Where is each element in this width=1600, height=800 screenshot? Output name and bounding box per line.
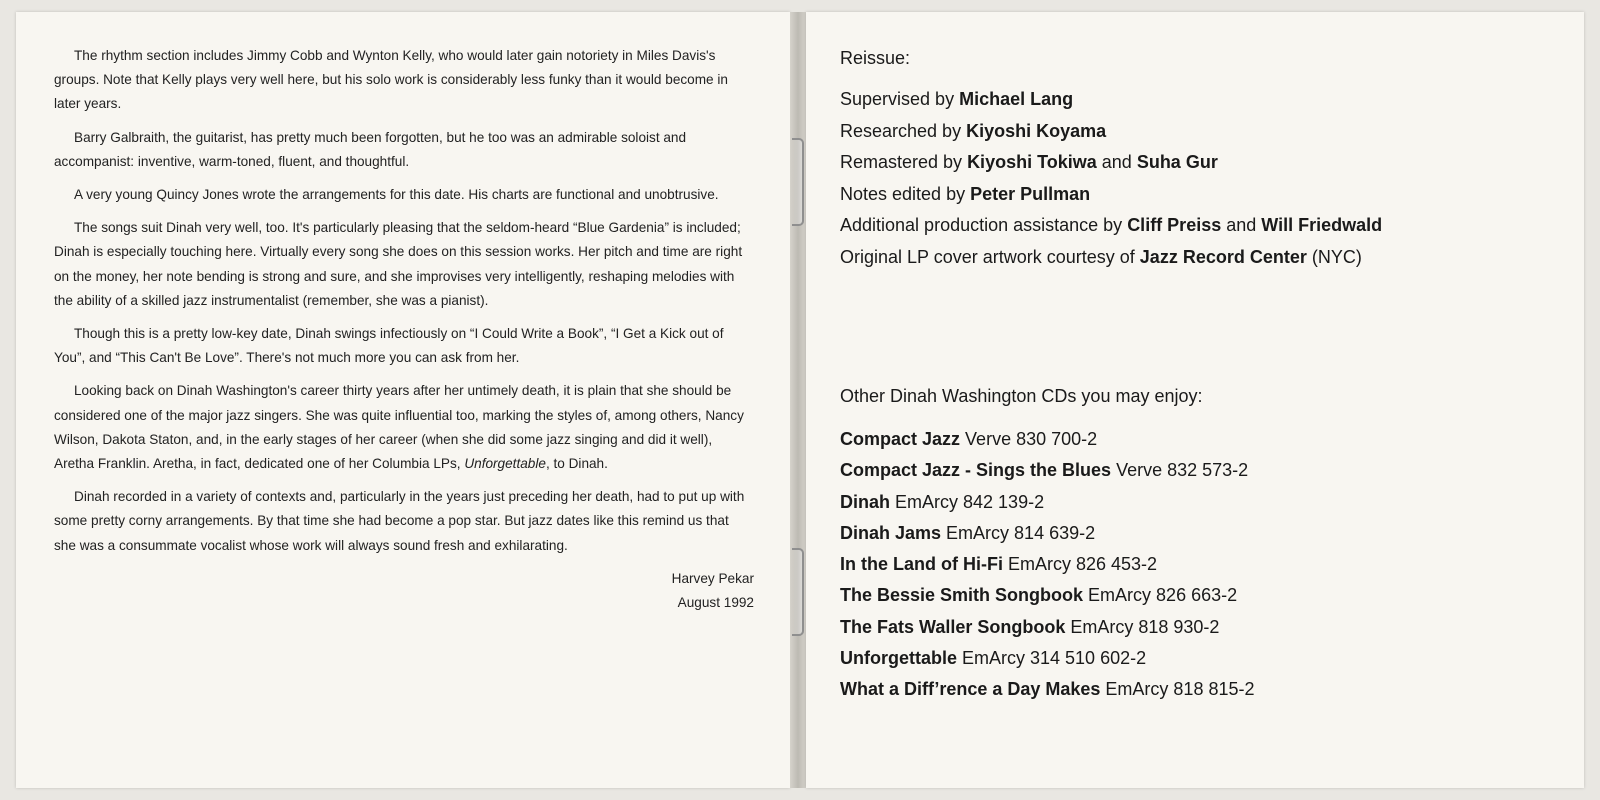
album-title-unforgettable: Unforgettable <box>464 456 546 472</box>
cd-item: What a Diff’rence a Day Makes EmArcy 818 815-2 <box>840 679 1255 700</box>
left-page <box>16 12 790 788</box>
liner-notes <box>54 44 754 615</box>
booklet-gutter <box>790 12 806 788</box>
reissue-heading: Reissue: <box>840 48 911 68</box>
other-cds-list <box>840 424 1255 706</box>
other-cds-heading: Other Dinah Washington CDs you may enjoy: <box>840 386 1203 406</box>
paragraph-looking-back-text: Looking back on Dinah Washington's career thirty years after her untimely death, it is plain that she should be considered one of the major jazz singers. She was quite influential too, marking the styles of, among others, Nancy Wilson, Dakota Staton, and, in the early stages of her career (when she did some jazz singing and did it well), Aretha Franklin. Aretha, in fact, dedicated one of her Columbia LPs, <box>54 383 744 472</box>
author-date: August 1992 <box>677 595 754 611</box>
staple-top <box>792 138 804 226</box>
paragraph-looking-back <box>54 379 754 476</box>
credit-line: Researched by Kiyoshi Koyama <box>840 120 1107 141</box>
credit-line: Original LP cover artwork courtesy of Jazz Record Center (NYC) <box>840 246 1362 267</box>
paragraph-songs: The songs suit Dinah very well, too. It's particularly pleasing that the seldom-heard “Blue Gardenia” is included; Dinah is especially touching here. Virtually every song she does on this session works. Her pitch and time are right on the money, her note bending is strong and sure, and she improvises very intelligently, reshaping melodies with the ability of a skilled jazz instrumentalist (remember, she was a pianist). <box>54 220 743 308</box>
author-name: Harvey Pekar <box>671 570 754 586</box>
cd-item: Compact Jazz - Sings the Blues Verve 832 573-2 <box>840 460 1249 481</box>
paragraph-contexts: Dinah recorded in a variety of contexts and, particularly in the years just preceding her death, had to put up with some pretty corny arrangements. By that time she had become a pop star. But jazz dates like this remind us that she was a consummate vocalist whose work will always sound fresh and exhilarating. <box>54 489 745 553</box>
credit-line: Additional production assistance by Cliff Preiss and Will Friedwald <box>840 215 1383 235</box>
reissue-credits <box>840 46 1560 273</box>
cd-item: The Bessie Smith Songbook EmArcy 826 663-2 <box>840 585 1238 606</box>
cd-item: Dinah EmArcy 842 139-2 <box>840 491 1045 512</box>
credit-line: Notes edited by Peter Pullman <box>840 183 1091 204</box>
paragraph-rhythm-section: The rhythm section includes Jimmy Cobb and Wynton Kelly, who would later gain notoriety in Miles Davis's groups. Note that Kelly plays very well here, but his solo work is considerably less funky than it would become in later years. <box>54 48 728 112</box>
paragraph-quincy-jones: A very young Quincy Jones wrote the arrangements for this date. His charts are functional and unobtrusive. <box>74 187 719 203</box>
cd-item: Compact Jazz Verve 830 700-2 <box>840 429 1098 449</box>
cd-item: Dinah Jams EmArcy 814 639-2 <box>840 522 1096 543</box>
paragraph-galbraith: Barry Galbraith, the guitarist, has pretty much been forgotten, but he too was an admirable soloist and accompanist: inventive, warm-toned, fluent, and thoughtful. <box>54 129 687 169</box>
right-page <box>806 12 1584 788</box>
cd-item: The Fats Waller Songbook EmArcy 818 930-2 <box>840 616 1220 637</box>
paragraph-low-key-date: Though this is a pretty low-key date, Dinah swings infectiously on “I Could Write a Book”, “I Get a Kick out of You”, and “This Can't Be Love”. There's not much more you can ask from her. <box>54 326 724 366</box>
staple-bottom <box>792 548 804 636</box>
cd-item: Unforgettable EmArcy 314 510 602-2 <box>840 648 1147 669</box>
credit-line: Remastered by Kiyoshi Tokiwa and Suha Gur <box>840 152 1218 172</box>
credit-line: Supervised by Michael Lang <box>840 89 1074 109</box>
paragraph-looking-back-end: , to Dinah. <box>545 456 608 472</box>
cd-item: In the Land of Hi-Fi EmArcy 826 453-2 <box>840 554 1158 575</box>
